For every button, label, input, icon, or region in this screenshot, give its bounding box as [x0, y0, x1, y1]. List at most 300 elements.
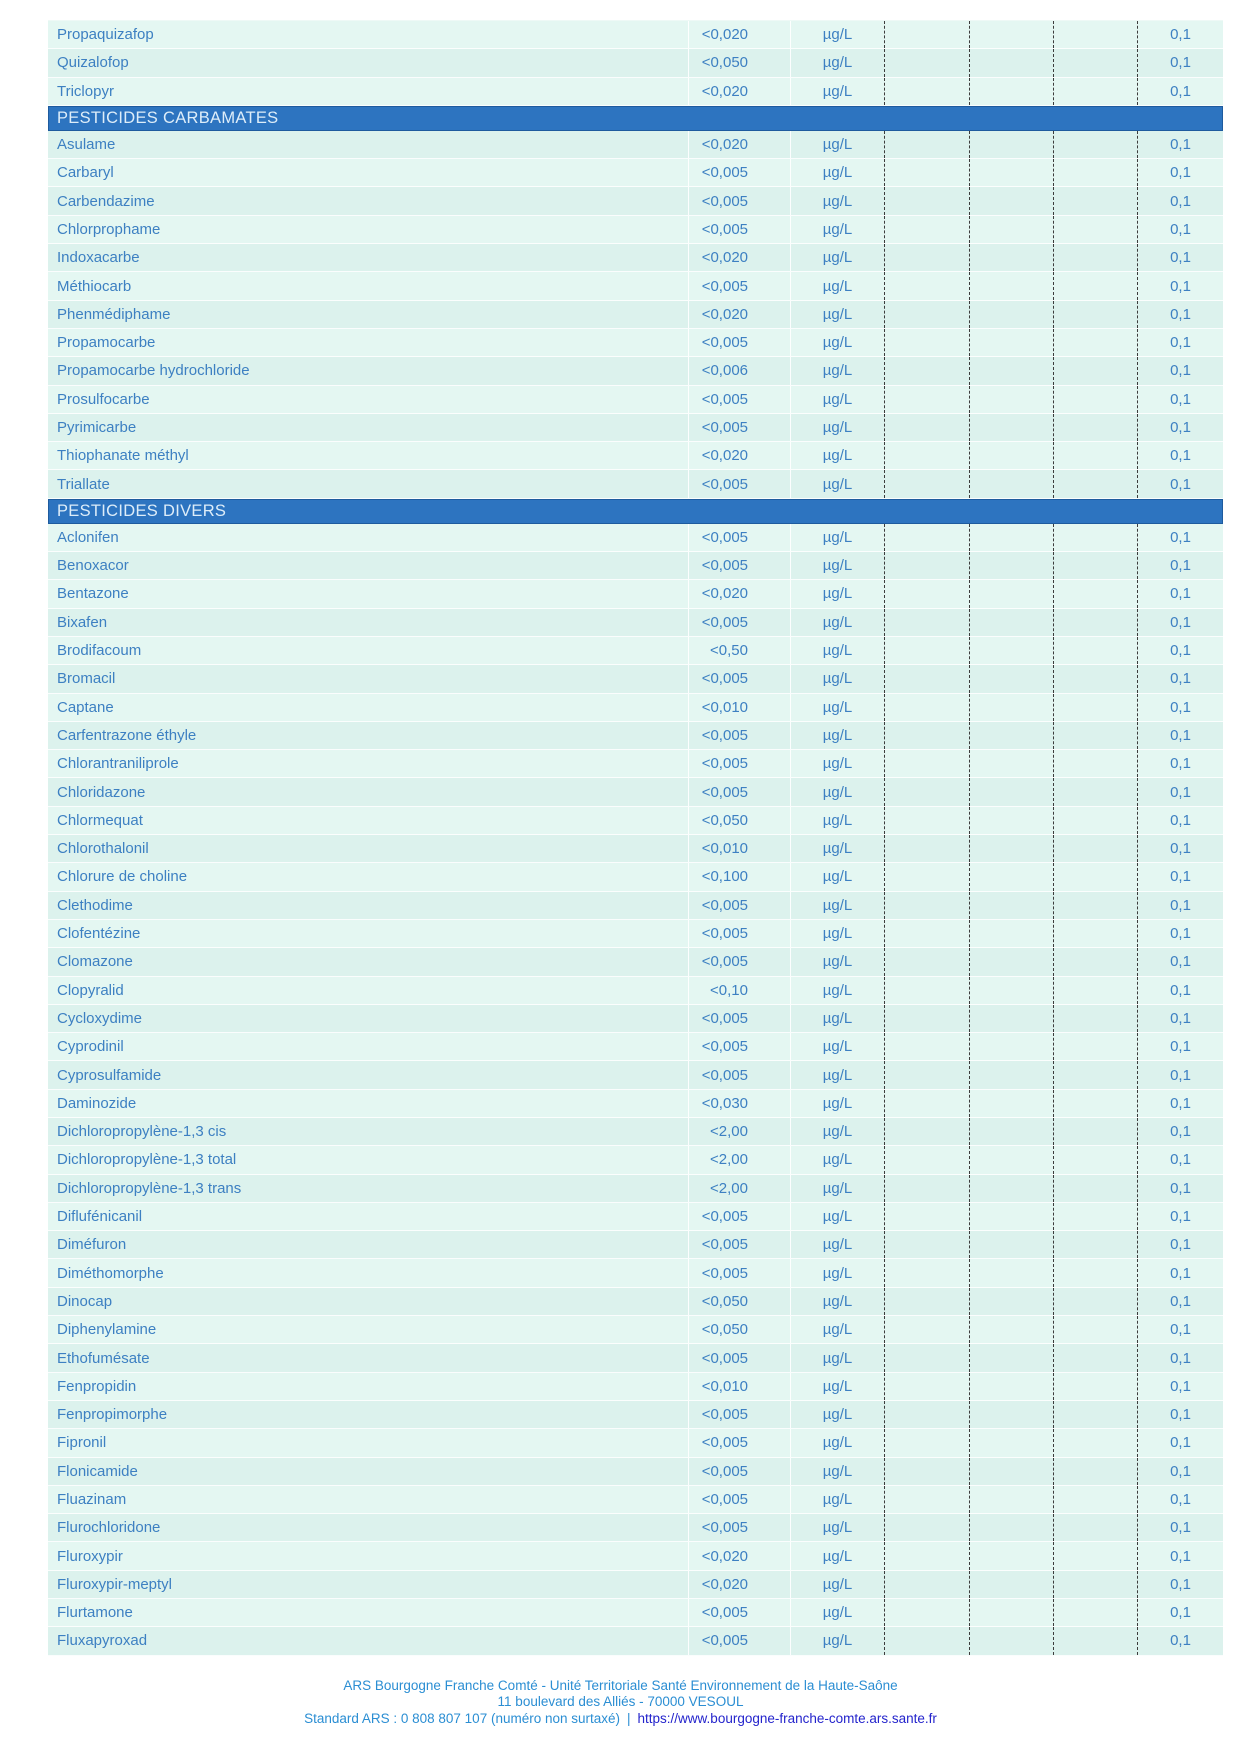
parameter-unit: µg/L	[790, 694, 884, 721]
empty-cell	[1053, 187, 1137, 214]
empty-cell	[969, 920, 1053, 947]
empty-cell	[1053, 609, 1137, 636]
empty-cell	[969, 1033, 1053, 1060]
limit-value: 0,1	[1137, 835, 1223, 862]
parameter-value: <0,005	[688, 1486, 790, 1513]
empty-cell	[969, 1627, 1053, 1654]
limit-value: 0,1	[1137, 78, 1223, 105]
limit-value: 0,1	[1137, 1344, 1223, 1371]
parameter-value: <0,005	[688, 187, 790, 214]
parameter-value: <0,005	[688, 750, 790, 777]
empty-cell	[969, 159, 1053, 186]
empty-cell	[1053, 1571, 1137, 1598]
limit-value: 0,1	[1137, 1203, 1223, 1230]
parameter-unit: µg/L	[790, 159, 884, 186]
table-row	[48, 78, 1223, 106]
parameter-value: <0,010	[688, 835, 790, 862]
table-row	[48, 694, 1223, 722]
empty-cell	[884, 301, 969, 328]
empty-cell	[884, 1344, 969, 1371]
empty-cell	[1053, 722, 1137, 749]
empty-cell	[1053, 1429, 1137, 1456]
empty-cell	[1053, 244, 1137, 271]
empty-cell	[1053, 524, 1137, 551]
empty-cell	[969, 1146, 1053, 1173]
parameter-name: Clopyralid	[57, 981, 124, 999]
parameter-unit: µg/L	[790, 187, 884, 214]
parameter-name: Benoxacor	[57, 557, 129, 575]
parameter-unit: µg/L	[790, 1599, 884, 1626]
empty-cell	[1053, 1627, 1137, 1654]
table-row	[48, 1401, 1223, 1429]
parameter-value: <0,050	[688, 807, 790, 834]
table-row	[48, 131, 1223, 159]
parameter-name: Fenpropimorphe	[57, 1406, 168, 1424]
empty-cell	[969, 1005, 1053, 1032]
empty-cell	[969, 778, 1053, 805]
parameter-value: <0,005	[688, 386, 790, 413]
limit-value: 0,1	[1137, 694, 1223, 721]
empty-cell	[1053, 863, 1137, 890]
empty-cell	[969, 131, 1053, 158]
empty-cell	[1053, 78, 1137, 105]
empty-cell	[969, 216, 1053, 243]
empty-cell	[1053, 778, 1137, 805]
empty-cell	[969, 1486, 1053, 1513]
empty-cell	[1053, 1486, 1137, 1513]
empty-cell	[1053, 1458, 1137, 1485]
empty-cell	[884, 580, 969, 607]
limit-value: 0,1	[1137, 1514, 1223, 1541]
empty-cell	[884, 1458, 969, 1485]
empty-cell	[969, 357, 1053, 384]
table-row	[48, 1005, 1223, 1033]
limit-value: 0,1	[1137, 1231, 1223, 1258]
limit-value: 0,1	[1137, 414, 1223, 441]
parameter-name: Fluroxypir-meptyl	[57, 1575, 173, 1593]
parameter-name: Fenpropidin	[57, 1377, 137, 1395]
empty-cell	[1053, 1259, 1137, 1286]
parameter-name: Clomazone	[57, 953, 133, 971]
empty-cell	[969, 21, 1053, 48]
empty-cell	[969, 694, 1053, 721]
empty-cell	[1053, 470, 1137, 497]
empty-cell	[969, 637, 1053, 664]
parameter-value: <2,00	[688, 1118, 790, 1145]
parameter-name: Triclopyr	[57, 82, 114, 100]
limit-value: 0,1	[1137, 386, 1223, 413]
table-row	[48, 244, 1223, 272]
limit-value: 0,1	[1137, 1458, 1223, 1485]
empty-cell	[884, 1514, 969, 1541]
empty-cell	[1053, 357, 1137, 384]
parameter-unit: µg/L	[790, 301, 884, 328]
parameter-unit: µg/L	[790, 1627, 884, 1654]
limit-value: 0,1	[1137, 778, 1223, 805]
parameter-name: Fluxapyroxad	[57, 1632, 148, 1650]
empty-cell	[884, 1316, 969, 1343]
empty-cell	[1053, 1146, 1137, 1173]
parameter-name: Flurtamone	[57, 1604, 133, 1622]
empty-cell	[884, 665, 969, 692]
parameter-value: <0,005	[688, 1005, 790, 1032]
parameter-unit: µg/L	[790, 609, 884, 636]
limit-value: 0,1	[1137, 1599, 1223, 1626]
empty-cell	[884, 1061, 969, 1088]
parameter-name: Aclonifen	[57, 528, 119, 546]
parameter-unit: µg/L	[790, 1231, 884, 1258]
table-row	[48, 357, 1223, 385]
parameter-value: <0,005	[688, 778, 790, 805]
table-row	[48, 386, 1223, 414]
empty-cell	[1053, 272, 1137, 299]
limit-value: 0,1	[1137, 470, 1223, 497]
empty-cell	[969, 1542, 1053, 1569]
parameter-unit: µg/L	[790, 580, 884, 607]
limit-value: 0,1	[1137, 1118, 1223, 1145]
empty-cell	[884, 835, 969, 862]
parameter-unit: µg/L	[790, 665, 884, 692]
parameter-unit: µg/L	[790, 21, 884, 48]
parameter-value: <0,005	[688, 1203, 790, 1230]
parameter-unit: µg/L	[790, 1203, 884, 1230]
footer-separator: |	[627, 1710, 631, 1726]
empty-cell	[1053, 1344, 1137, 1371]
empty-cell	[884, 187, 969, 214]
empty-cell	[1053, 329, 1137, 356]
limit-value: 0,1	[1137, 244, 1223, 271]
empty-cell	[884, 1627, 969, 1654]
parameter-name: Méthiocarb	[57, 277, 132, 295]
empty-cell	[969, 750, 1053, 777]
table-row	[48, 1627, 1223, 1655]
empty-cell	[1053, 1316, 1137, 1343]
empty-cell	[1053, 1033, 1137, 1060]
parameter-value: <0,005	[688, 470, 790, 497]
parameter-value: <0,005	[688, 1061, 790, 1088]
limit-value: 0,1	[1137, 750, 1223, 777]
empty-cell	[884, 977, 969, 1004]
empty-cell	[1053, 1175, 1137, 1202]
empty-cell	[884, 357, 969, 384]
parameter-name: Chloridazone	[57, 783, 146, 801]
parameter-unit: µg/L	[790, 442, 884, 469]
empty-cell	[1053, 386, 1137, 413]
parameter-name: Fluazinam	[57, 1490, 127, 1508]
empty-cell	[969, 1316, 1053, 1343]
parameter-value: <0,005	[688, 1033, 790, 1060]
table-row	[48, 750, 1223, 778]
empty-cell	[969, 835, 1053, 862]
parameter-unit: µg/L	[790, 244, 884, 271]
empty-cell	[884, 272, 969, 299]
parameter-name: Chlorure de choline	[57, 868, 188, 886]
empty-cell	[884, 609, 969, 636]
parameter-name: Brodifacoum	[57, 642, 142, 660]
limit-value: 0,1	[1137, 722, 1223, 749]
empty-cell	[1053, 131, 1137, 158]
parameter-unit: µg/L	[790, 329, 884, 356]
parameter-name: Bromacil	[57, 670, 116, 688]
parameter-value: <0,50	[688, 637, 790, 664]
empty-cell	[884, 1231, 969, 1258]
parameter-name: Bentazone	[57, 585, 129, 603]
parameter-name: Indoxacarbe	[57, 249, 140, 267]
parameter-name: Flurochloridone	[57, 1519, 161, 1537]
empty-cell	[969, 1599, 1053, 1626]
limit-value: 0,1	[1137, 665, 1223, 692]
parameter-value: <0,005	[688, 272, 790, 299]
empty-cell	[884, 386, 969, 413]
parameter-name: Dichloropropylène-1,3 cis	[57, 1123, 227, 1141]
table-row	[48, 807, 1223, 835]
empty-cell	[884, 159, 969, 186]
parameter-name: Thiophanate méthyl	[57, 447, 189, 465]
parameter-value: <0,005	[688, 1627, 790, 1654]
empty-cell	[884, 1259, 969, 1286]
empty-cell	[969, 442, 1053, 469]
parameter-value: <0,005	[688, 1599, 790, 1626]
empty-cell	[1053, 1118, 1137, 1145]
table-row	[48, 552, 1223, 580]
parameter-name: Diméfuron	[57, 1236, 127, 1254]
parameter-unit: µg/L	[790, 1514, 884, 1541]
parameter-name: Diméthomorphe	[57, 1264, 164, 1282]
section-header	[48, 499, 1223, 524]
empty-cell	[884, 722, 969, 749]
parameter-unit: µg/L	[790, 835, 884, 862]
limit-value: 0,1	[1137, 580, 1223, 607]
ars-website-link[interactable]: https://www.bourgogne-franche-comte.ars.sante.fr	[637, 1710, 937, 1726]
empty-cell	[1053, 948, 1137, 975]
limit-value: 0,1	[1137, 272, 1223, 299]
parameter-value: <0,005	[688, 1231, 790, 1258]
parameter-value: <0,005	[688, 892, 790, 919]
parameter-value: <0,005	[688, 1259, 790, 1286]
parameter-value: <0,005	[688, 159, 790, 186]
table-row	[48, 892, 1223, 920]
table-row	[48, 1429, 1223, 1457]
empty-cell	[969, 301, 1053, 328]
parameter-name: Quizalofop	[57, 54, 129, 72]
empty-cell	[884, 1033, 969, 1060]
parameter-value: <0,020	[688, 442, 790, 469]
parameter-value: <0,005	[688, 609, 790, 636]
table-row	[48, 948, 1223, 976]
parameter-unit: µg/L	[790, 892, 884, 919]
limit-value: 0,1	[1137, 1373, 1223, 1400]
empty-cell	[884, 78, 969, 105]
parameter-unit: µg/L	[790, 863, 884, 890]
table-row	[48, 1316, 1223, 1344]
limit-value: 0,1	[1137, 1033, 1223, 1060]
empty-cell	[969, 49, 1053, 76]
limit-value: 0,1	[1137, 1005, 1223, 1032]
parameter-unit: µg/L	[790, 1542, 884, 1569]
empty-cell	[1053, 1542, 1137, 1569]
parameter-name: Fipronil	[57, 1434, 107, 1452]
empty-cell	[969, 524, 1053, 551]
table-row	[48, 977, 1223, 1005]
parameter-value: <0,030	[688, 1090, 790, 1117]
parameter-unit: µg/L	[790, 78, 884, 105]
limit-value: 0,1	[1137, 131, 1223, 158]
empty-cell	[884, 1288, 969, 1315]
empty-cell	[884, 1146, 969, 1173]
empty-cell	[884, 1542, 969, 1569]
parameter-value: <0,005	[688, 665, 790, 692]
parameter-unit: µg/L	[790, 1458, 884, 1485]
empty-cell	[884, 863, 969, 890]
parameter-name: Propaquizafop	[57, 26, 154, 44]
parameter-value: <0,020	[688, 21, 790, 48]
parameter-value: <0,005	[688, 552, 790, 579]
parameter-unit: µg/L	[790, 357, 884, 384]
table-row	[48, 329, 1223, 357]
report-footer	[0, 1678, 1241, 1727]
footer-contact-line	[0, 1711, 1241, 1727]
empty-cell	[884, 1373, 969, 1400]
empty-cell	[969, 244, 1053, 271]
table-row	[48, 272, 1223, 300]
parameter-value: <0,005	[688, 1344, 790, 1371]
parameter-name: Propamocarbe	[57, 334, 156, 352]
parameter-unit: µg/L	[790, 552, 884, 579]
parameter-name: Chlorantraniliprole	[57, 755, 179, 773]
limit-value: 0,1	[1137, 637, 1223, 664]
parameter-name: Triallate	[57, 475, 110, 493]
parameter-name: Carbendazime	[57, 192, 155, 210]
empty-cell	[969, 1458, 1053, 1485]
empty-cell	[969, 665, 1053, 692]
limit-value: 0,1	[1137, 301, 1223, 328]
empty-cell	[884, 131, 969, 158]
parameter-unit: µg/L	[790, 722, 884, 749]
empty-cell	[884, 1486, 969, 1513]
empty-cell	[884, 920, 969, 947]
parameter-unit: µg/L	[790, 1316, 884, 1343]
empty-cell	[1053, 1288, 1137, 1315]
parameter-name: Phenmédiphame	[57, 305, 171, 323]
parameter-value: <0,020	[688, 244, 790, 271]
limit-value: 0,1	[1137, 1571, 1223, 1598]
table-row	[48, 1259, 1223, 1287]
parameter-unit: µg/L	[790, 1486, 884, 1513]
parameter-name: Diflufénicanil	[57, 1208, 143, 1226]
empty-cell	[1053, 1514, 1137, 1541]
empty-cell	[884, 892, 969, 919]
empty-cell	[1053, 807, 1137, 834]
parameter-value: <2,00	[688, 1175, 790, 1202]
table-row	[48, 1231, 1223, 1259]
limit-value: 0,1	[1137, 920, 1223, 947]
parameter-unit: µg/L	[790, 216, 884, 243]
table-row	[48, 1344, 1223, 1372]
empty-cell	[1053, 750, 1137, 777]
limit-value: 0,1	[1137, 1316, 1223, 1343]
parameter-name: Clethodime	[57, 896, 133, 914]
parameter-name: Ethofumésate	[57, 1349, 150, 1367]
table-row	[48, 835, 1223, 863]
parameter-value: <0,020	[688, 301, 790, 328]
parameter-unit: µg/L	[790, 1373, 884, 1400]
limit-value: 0,1	[1137, 187, 1223, 214]
empty-cell	[884, 49, 969, 76]
empty-cell	[884, 948, 969, 975]
table-row	[48, 1542, 1223, 1570]
parameter-name: Dinocap	[57, 1292, 113, 1310]
parameter-name: Clofentézine	[57, 925, 141, 943]
parameter-name: Bixafen	[57, 613, 108, 631]
parameter-unit: µg/L	[790, 414, 884, 441]
parameter-name: Propamocarbe hydrochloride	[57, 362, 250, 380]
empty-cell	[1053, 1401, 1137, 1428]
empty-cell	[884, 1599, 969, 1626]
table-row	[48, 1175, 1223, 1203]
empty-cell	[1053, 1373, 1137, 1400]
limit-value: 0,1	[1137, 977, 1223, 1004]
parameter-unit: µg/L	[790, 131, 884, 158]
table-row	[48, 301, 1223, 329]
limit-value: 0,1	[1137, 863, 1223, 890]
empty-cell	[884, 329, 969, 356]
empty-cell	[1053, 1203, 1137, 1230]
table-row	[48, 1373, 1223, 1401]
table-row	[48, 1061, 1223, 1089]
limit-value: 0,1	[1137, 1401, 1223, 1428]
table-row	[48, 414, 1223, 442]
empty-cell	[884, 1175, 969, 1202]
parameter-value: <0,020	[688, 1571, 790, 1598]
empty-cell	[1053, 637, 1137, 664]
empty-cell	[969, 1090, 1053, 1117]
empty-cell	[1053, 301, 1137, 328]
empty-cell	[969, 863, 1053, 890]
footer-phone-text: Standard ARS : 0 808 807 107 (numéro non surtaxé)	[304, 1710, 621, 1726]
limit-value: 0,1	[1137, 1288, 1223, 1315]
parameter-unit: µg/L	[790, 1061, 884, 1088]
parameter-name: Cycloxydime	[57, 1009, 143, 1027]
empty-cell	[884, 470, 969, 497]
empty-cell	[969, 1373, 1053, 1400]
parameter-value: <0,005	[688, 414, 790, 441]
table-row	[48, 187, 1223, 215]
empty-cell	[884, 216, 969, 243]
empty-cell	[1053, 835, 1137, 862]
empty-cell	[969, 580, 1053, 607]
empty-cell	[969, 414, 1053, 441]
empty-cell	[1053, 414, 1137, 441]
parameter-name: Carfentrazone éthyle	[57, 726, 197, 744]
parameter-value: <0,005	[688, 329, 790, 356]
parameter-name: Diphenylamine	[57, 1321, 157, 1339]
empty-cell	[1053, 1061, 1137, 1088]
empty-cell	[884, 1571, 969, 1598]
parameter-name: Flonicamide	[57, 1462, 138, 1480]
empty-cell	[969, 78, 1053, 105]
table-row	[48, 1033, 1223, 1061]
limit-value: 0,1	[1137, 552, 1223, 579]
parameter-value: <0,005	[688, 1429, 790, 1456]
footer-org-line: ARS Bourgogne Franche Comté - Unité Territoriale Santé Environnement de la Haute-Saône	[343, 1678, 898, 1693]
empty-cell	[884, 1005, 969, 1032]
parameter-value: <0,020	[688, 580, 790, 607]
limit-value: 0,1	[1137, 892, 1223, 919]
table-row	[48, 1146, 1223, 1174]
parameter-unit: µg/L	[790, 1288, 884, 1315]
empty-cell	[969, 1344, 1053, 1371]
empty-cell	[1053, 665, 1137, 692]
